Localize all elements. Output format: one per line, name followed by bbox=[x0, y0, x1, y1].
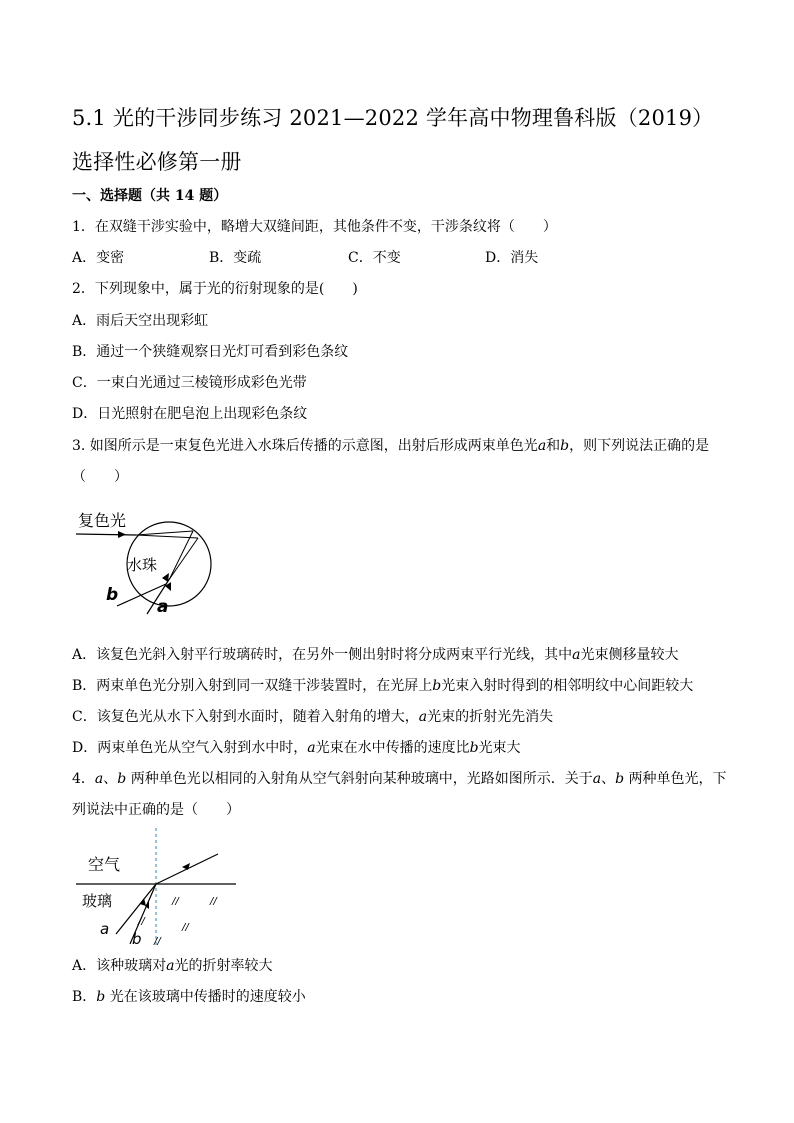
q3-stem-line2: （ ） bbox=[72, 469, 128, 485]
q4-stem-line2: 列说法中正确的是（ ） bbox=[72, 802, 240, 818]
q4-option-b: B．b 光在该玻璃中传播时的速度较小 bbox=[72, 989, 306, 1005]
figure-label-b: b bbox=[106, 585, 119, 605]
figure-label-water-drop: 水珠 bbox=[127, 556, 158, 574]
section-heading: 一、选择题（共 14 题） bbox=[72, 188, 228, 204]
q3-option-c: C．该复色光从水下入射到水面时，随着入射角的增大，a光束的折射光先消失 bbox=[72, 709, 554, 725]
q4-stem: 4．a、b 两种单色光以相同的入射角从空气斜射向某种玻璃中，光路如图所示．关于a、b 两种单色光，下 bbox=[72, 771, 727, 787]
q1-option-a: A．变密 bbox=[72, 250, 125, 266]
svg-text://: // bbox=[172, 896, 179, 907]
figure-label-a: a bbox=[100, 920, 110, 938]
q1-stem: 1．在双缝干涉实验中，略增大双缝间距，其他条件不变，干涉条纹将（ ） bbox=[72, 219, 557, 235]
water-drop-figure bbox=[74, 506, 224, 624]
figure-label-composite-light: 复色光 bbox=[78, 511, 127, 530]
q1-option-c: C．不变 bbox=[348, 250, 401, 266]
q2-option-d: D．日光照射在肥皂泡上出现彩色条纹 bbox=[72, 406, 308, 422]
figure-label-a: a bbox=[157, 597, 169, 617]
figure-label-air: 空气 bbox=[88, 855, 121, 874]
q1-options bbox=[72, 248, 672, 268]
q3-stem: 3. 如图所示是一束复色光进入水珠后传播的示意图，出射后形成两束单色光a和b，则下列说法正确的是 bbox=[72, 438, 710, 454]
svg-text://: // bbox=[182, 922, 189, 933]
q3-option-b: B．两束单色光分别入射到同一双缝干涉装置时，在光屏上b光束入射时得到的相邻明纹中心间距较大 bbox=[72, 678, 694, 694]
q3-option-a: A．该复色光斜入射平行玻璃砖时，在另外一侧出射时将分成两束平行光线，其中a光束侧移量较大 bbox=[72, 647, 679, 663]
q2-option-c: C．一束白光通过三棱镜形成彩色光带 bbox=[72, 375, 307, 391]
refraction-figure bbox=[74, 826, 238, 948]
svg-text://: // bbox=[138, 916, 145, 927]
svg-text://: // bbox=[210, 896, 217, 907]
q1-option-b: B．变疏 bbox=[209, 250, 262, 266]
q1-option-d: D．消失 bbox=[485, 250, 539, 266]
q2-option-b: B．通过一个狭缝观察日光灯可看到彩色条纹 bbox=[72, 344, 349, 360]
figure-label-b: b bbox=[132, 930, 142, 948]
q2-stem: 2．下列现象中，属于光的衍射现象的是( ) bbox=[72, 281, 358, 297]
document-title: 5.1 光的干涉同步练习 2021—2022 学年高中物理鲁科版（2019）选择性必修第一册 bbox=[72, 106, 714, 174]
q4-option-a: A．该种玻璃对a光的折射率较大 bbox=[72, 958, 273, 974]
svg-text://: // bbox=[154, 936, 161, 947]
figure-label-glass: 玻璃 bbox=[82, 892, 113, 910]
q2-option-a: A．雨后天空出现彩虹 bbox=[72, 313, 209, 329]
q3-option-d: D．两束单色光从空气入射到水中时，a光束在水中传播的速度比b光束大 bbox=[72, 740, 521, 756]
